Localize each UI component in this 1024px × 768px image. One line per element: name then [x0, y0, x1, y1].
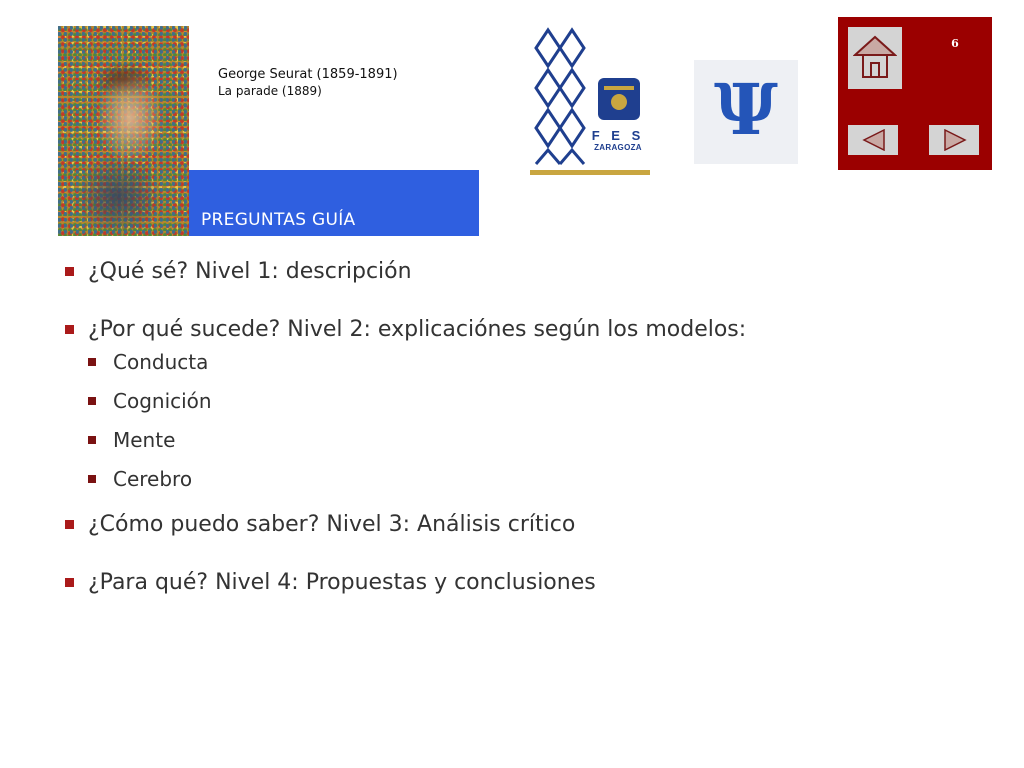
arrow-right-icon [943, 129, 967, 151]
fes-logo-sub: ZARAGOZA [594, 143, 642, 152]
sub-bullet-item [88, 427, 992, 453]
sub-bullet-marker [88, 397, 96, 405]
bullet-item [62, 569, 992, 597]
painting-caption [218, 66, 398, 100]
sub-bullet-item [88, 388, 992, 414]
bullet-text: ¿Por qué sucede? Nivel 2: explicaciónes según los modelos: [88, 317, 747, 342]
sub-bullet-text: Conducta [113, 350, 209, 374]
painting-author: George Seurat (1859-1891) [218, 67, 398, 82]
sub-bullet-text: Mente [113, 428, 176, 452]
bullet-marker [65, 267, 74, 276]
home-icon [853, 35, 897, 81]
home-button[interactable] [848, 27, 902, 89]
psi-logo: Ψ [694, 60, 798, 164]
sub-bullet-item [88, 466, 992, 492]
sub-bullet-marker [88, 475, 96, 483]
next-slide-button[interactable] [929, 125, 979, 155]
bullet-text: ¿Cómo puedo saber? Nivel 3: Análisis crítico [88, 512, 576, 537]
bullet-item [62, 258, 992, 286]
fes-logo-text [584, 130, 652, 154]
sub-bullet-text: Cerebro [113, 467, 193, 491]
sub-bullet-text: Cognición [113, 389, 212, 413]
bullet-item [62, 511, 992, 539]
sub-bullet-list [62, 349, 992, 492]
page-number: 6 [951, 37, 959, 50]
bullet-marker [65, 578, 74, 587]
fes-logo-underline [530, 170, 650, 175]
bullet-item [62, 316, 992, 344]
arrow-left-icon [862, 129, 886, 151]
slide-content [62, 258, 992, 597]
bullet-marker [65, 325, 74, 334]
navigation-panel [838, 17, 992, 170]
seurat-painting-image [58, 26, 189, 236]
bullet-text: ¿Qué sé? Nivel 1: descripción [88, 259, 412, 284]
slide-title-band [189, 170, 479, 236]
sub-bullet-marker [88, 436, 96, 444]
fes-logo-main: F E S [591, 128, 645, 143]
sub-bullet-marker [88, 358, 96, 366]
bullet-marker [65, 520, 74, 529]
sub-bullet-item [88, 349, 992, 375]
bullet-text: ¿Para qué? Nivel 4: Propuestas y conclusiones [88, 570, 596, 595]
slide-title: PREGUNTAS GUÍA [201, 210, 356, 230]
previous-slide-button[interactable] [848, 125, 898, 155]
painting-title: La parade (1889) [218, 84, 322, 98]
